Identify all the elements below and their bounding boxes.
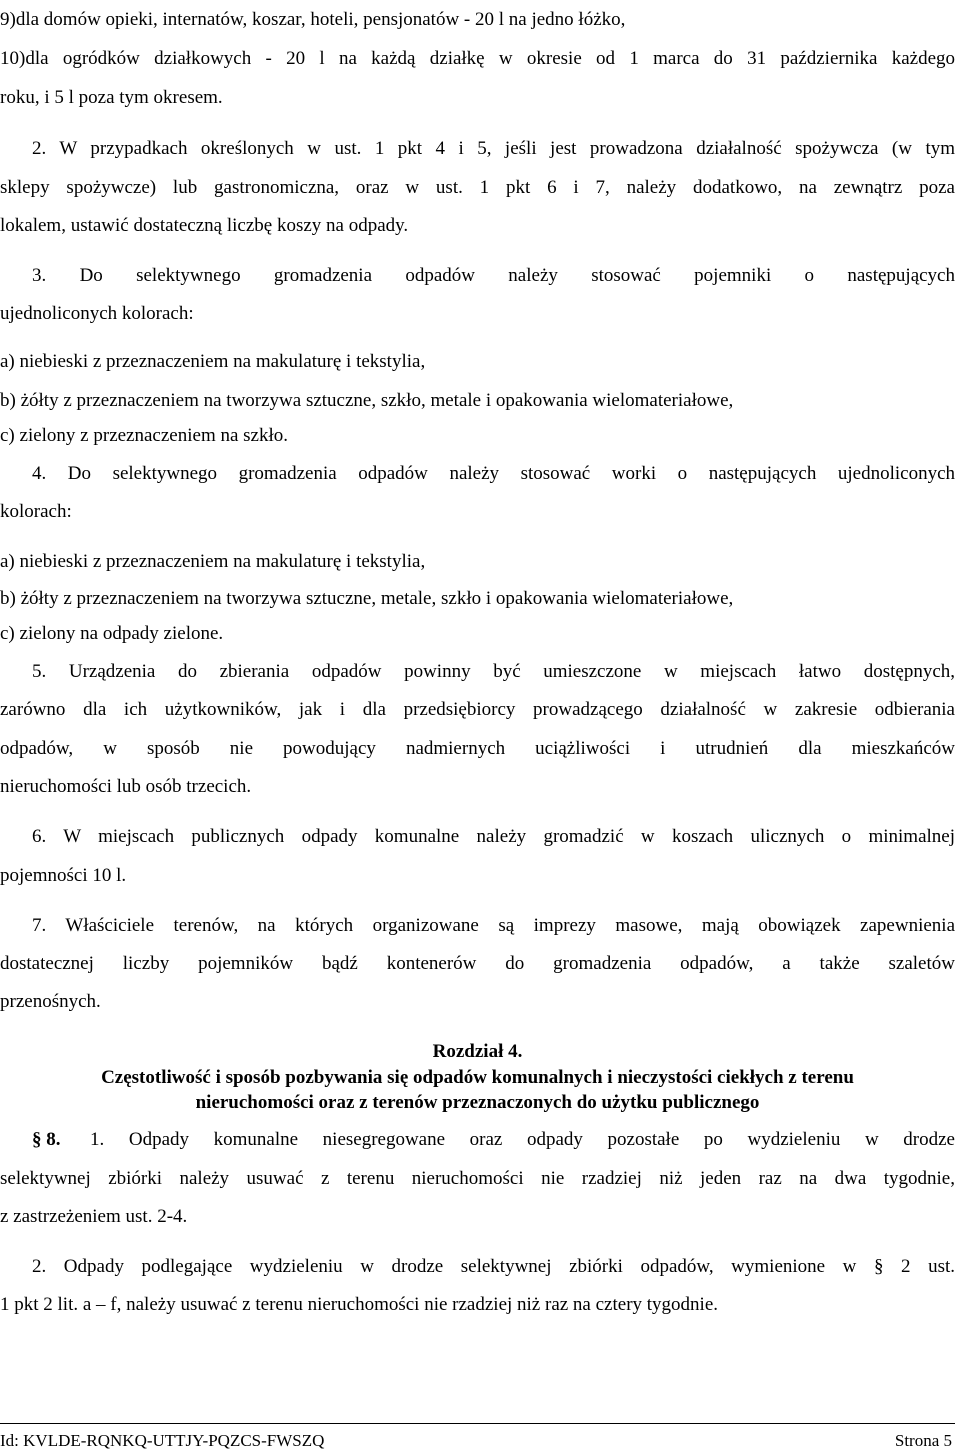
section-8-line2: selektywnej zbiórki należy usuwać z terenu nieruchomości nie rzadziej niż jeden raz na dwa tygodnie, xyxy=(0,1168,955,1189)
list-item-c-2: c) zielony na odpady zielone. xyxy=(0,623,224,644)
paragraph-2-line1: 2. W przypadkach określonych w ust. 1 pkt 4 i 5, jeśli jest prowadzona działalność spożywcza (w tym xyxy=(32,138,955,159)
paragraph-4-line1: 4. Do selektywnego gromadzenia odpadów należy stosować worki o następujących ujednoliconych xyxy=(32,463,955,484)
footer-page-number: Strona 5 xyxy=(894,1431,952,1450)
paragraph-5-line4: nieruchomości lub osób trzecich. xyxy=(0,776,252,797)
paragraph-7-line3: przenośnych. xyxy=(0,991,101,1012)
paragraph-2-line2: sklepy spożywcze) lub gastronomiczna, oraz w ust. 1 pkt 6 i 7, należy dodatkowo, na zewnątrz poza xyxy=(0,177,955,198)
list-item-c: c) zielony z przeznaczeniem na szkło. xyxy=(0,425,289,446)
section-8-label: § 8. xyxy=(32,1129,61,1150)
paragraph-5-line3: odpadów, w sposób nie powodujący nadmiernych uciążliwości i utrudnień dla mieszkańców xyxy=(0,738,955,759)
paragraph-6-line2: pojemności 10 l. xyxy=(0,865,127,886)
list-item-10: 10)dla ogródków działkowych - 20 l na każdą działkę w okresie od 1 marca do 31 października każdego xyxy=(0,48,955,69)
paragraph-7-line2: dostatecznej liczby pojemników bądź kontenerów do gromadzenia odpadów, a także szaletów xyxy=(0,953,955,974)
paragraph-5-line1: 5. Urządzenia do zbierania odpadów powinny być umieszczone w miejscach łatwo dostępnych, xyxy=(32,661,955,682)
list-item-b-2: b) żółty z przeznaczeniem na tworzywa sztuczne, metale, szkło i opakowania wielomateriałowe, xyxy=(0,588,734,609)
paragraph-4-line2: kolorach: xyxy=(0,501,72,522)
section-8-line5: 1 pkt 2 lit. a – f, należy usuwać z terenu nieruchomości nie rzadziej niż raz na cztery tygodnie. xyxy=(0,1294,719,1315)
list-item-a: a) niebieski z przeznaczeniem na makulaturę i tekstylia, xyxy=(0,351,426,372)
section-8-line1: 1. Odpady komunalne niesegregowane oraz odpady pozostałe po wydzieleniu w drodze xyxy=(90,1129,955,1150)
paragraph-5-line2: zarówno dla ich użytkowników, jak i dla przedsiębiorcy prowadzącego działalność w zakresie odbierania xyxy=(0,699,955,720)
section-8-mark xyxy=(32,1128,90,1152)
list-item-10-cont: roku, i 5 l poza tym okresem. xyxy=(0,87,223,108)
footer-divider xyxy=(0,1423,955,1424)
chapter-heading-line1: Częstotliwość i sposób pozbywania się odpadów komunalnych i nieczystości ciekłych z terenu xyxy=(101,1067,854,1088)
chapter-title: Rozdział 4. xyxy=(432,1041,523,1062)
chapter-heading-line2: nieruchomości oraz z terenów przeznaczonych do użytku publicznego xyxy=(195,1092,760,1113)
paragraph-6-line1: 6. W miejscach publicznych odpady komunalne należy gromadzić w koszach ulicznych o minimalnej xyxy=(32,826,955,847)
section-8-line4: 2. Odpady podlegające wydzieleniu w drodze selektywnej zbiórki odpadów, wymienione w § 2 ust. xyxy=(32,1256,955,1277)
list-item-9: 9)dla domów opieki, internatów, koszar, hoteli, pensjonatów - 20 l na jedno łóżko, xyxy=(0,9,626,30)
paragraph-3-line1: 3. Do selektywnego gromadzenia odpadów należy stosować pojemniki o następujących xyxy=(32,265,955,286)
list-item-a-2: a) niebieski z przeznaczeniem na makulaturę i tekstylia, xyxy=(0,551,426,572)
list-item-b: b) żółty z przeznaczeniem na tworzywa sztuczne, szkło, metale i opakowania wielomateriałowe, xyxy=(0,390,734,411)
footer-document-id: Id: KVLDE-RQNKQ-UTTJY-PQZCS-FWSZQ xyxy=(0,1431,325,1450)
paragraph-7-line1: 7. Właściciele terenów, na których organizowane są imprezy masowe, mają obowiązek zapewnienia xyxy=(32,915,955,936)
paragraph-2-line3: lokalem, ustawić dostateczną liczbę koszy na odpady. xyxy=(0,215,409,236)
paragraph-3-line2: ujednoliconych kolorach: xyxy=(0,303,194,324)
section-8-line3: z zastrzeżeniem ust. 2-4. xyxy=(0,1206,188,1227)
